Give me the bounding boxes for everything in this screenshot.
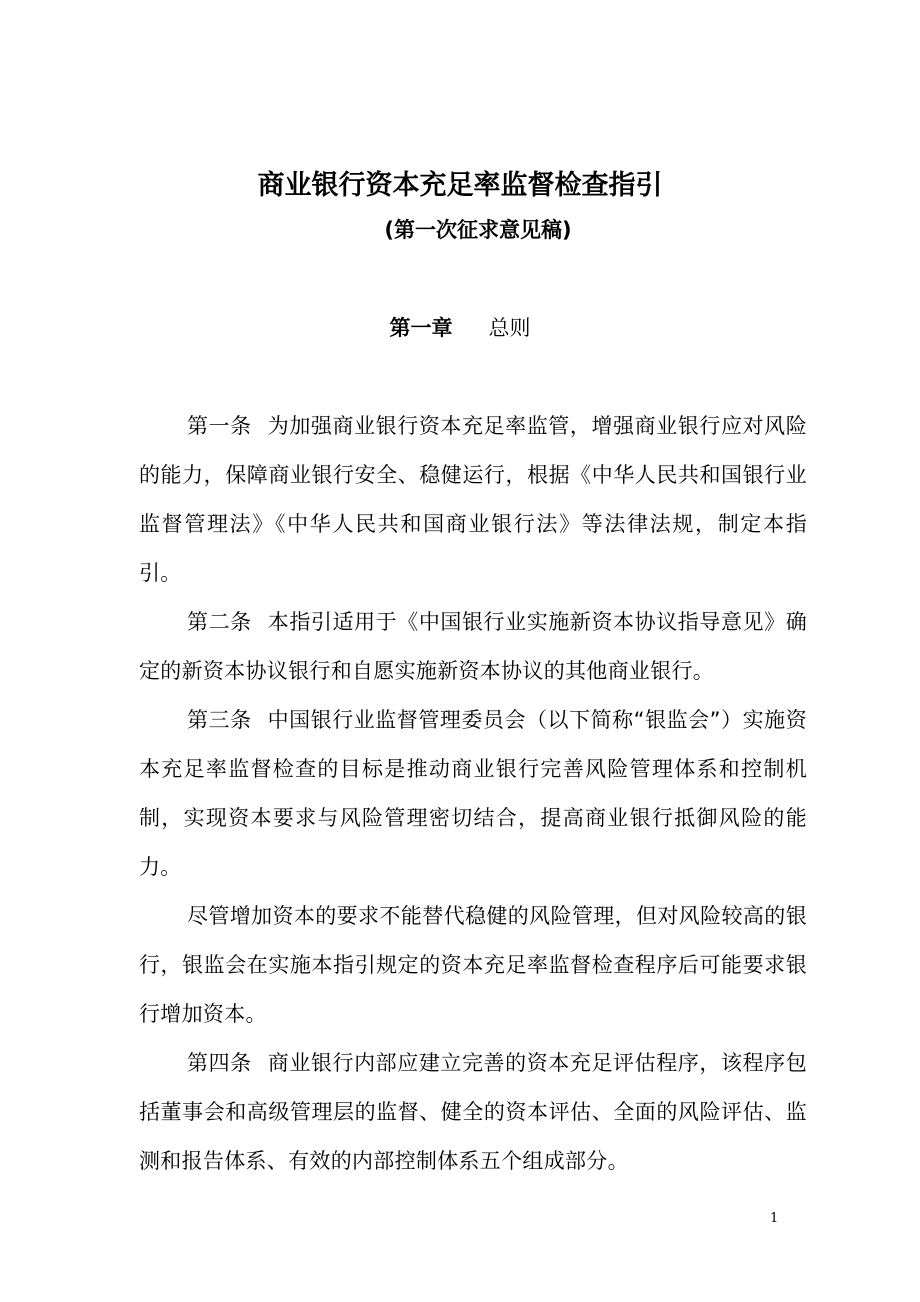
chapter-heading — [0, 310, 920, 346]
paragraph-text: 尽管增加资本的要求不能替代稳健的风险管理，但对风险较高的银行，银监会在实施本指引规定的资本充足率监督检查程序后可能要求银行增加资本。 — [139, 904, 807, 1026]
document-body — [139, 402, 807, 1186]
chapter-number: 第一章 — [389, 316, 453, 340]
article-4 — [139, 1039, 807, 1186]
article-text: 中国银行业监督管理委员会（以下简称“银监会”）实施资本充足率监督检查的目标是推动商业银行完善风险管理体系和控制机制，实现资本要求与风险管理密切结合，提高商业银行抵御风险的能力。 — [139, 708, 807, 879]
article-text: 本指引适用于《中国银行业实施新资本协议指导意见》确定的新资本协议银行和自愿实施新资本协议的其他商业银行。 — [139, 610, 807, 683]
article-label: 第四条 — [187, 1051, 252, 1075]
document-subtitle: (第一次征求意见稿) — [384, 218, 572, 242]
article-label: 第一条 — [187, 414, 252, 438]
page-number: 1 — [770, 1211, 779, 1226]
article-2 — [139, 598, 807, 696]
article-label: 第二条 — [187, 610, 252, 634]
article-1 — [139, 402, 807, 598]
article-3-continued — [139, 892, 807, 1039]
article-text: 为加强商业银行资本充足率监管，增强商业银行应对风险的能力，保障商业银行安全、稳健运行，根据《中华人民共和国银行业监督管理法》《中华人民共和国商业银行法》等法律法规，制定本指引。 — [139, 414, 807, 585]
chapter-name: 总则 — [488, 316, 531, 340]
article-text: 商业银行内部应建立完善的资本充足评估程序，该程序包括董事会和高级管理层的监督、健全的资本评估、全面的风险评估、监测和报告体系、有效的内部控制体系五个组成部分。 — [139, 1051, 807, 1173]
document-title: 商业银行资本充足率监督检查指引 — [257, 170, 663, 201]
article-3 — [139, 696, 807, 892]
article-label: 第三条 — [187, 708, 252, 732]
